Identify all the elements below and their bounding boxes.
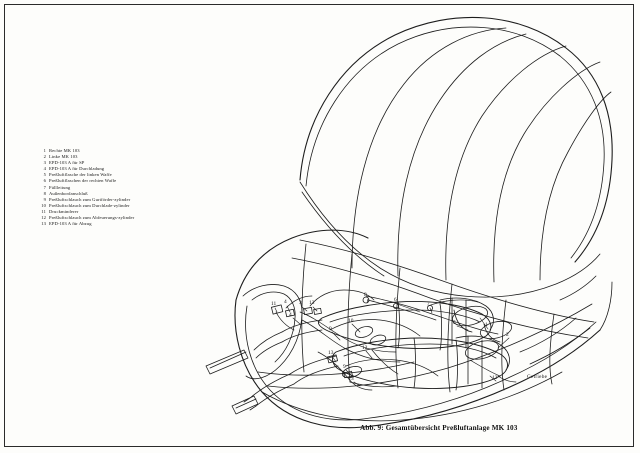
legend-label: Preßluftschlauch zum Abfeuerungs-zylinder: [49, 215, 135, 221]
legend-label: Linke MK 103: [49, 154, 78, 160]
callout-number: 11: [271, 301, 277, 307]
legend-number: 4: [43, 166, 46, 172]
legend-label: Druckminderer: [49, 208, 79, 214]
legend-number: 1: [43, 148, 46, 153]
figure-caption: Abb. 9: Gesamtübersicht Preßluftanlage MK 103: [360, 424, 518, 432]
callout-number: 1: [485, 322, 488, 328]
callout-number: 3: [351, 376, 354, 382]
getriebe-label: Getriebe: [527, 374, 548, 380]
callout-number: 13: [328, 350, 334, 356]
legend-number: 13: [41, 221, 46, 227]
legend-label: Preßluftschlauch zum Gurtförder-zylinder: [49, 196, 131, 202]
legend-number: 10: [41, 202, 46, 208]
legend-number: 12: [41, 215, 46, 221]
callout-number: 10: [348, 318, 354, 324]
legend-number: 2: [43, 154, 46, 160]
callout-number: 4: [284, 299, 287, 305]
legend-number: 9: [43, 196, 46, 202]
callout-number: 3: [299, 300, 302, 306]
callout-number: 9: [329, 326, 332, 332]
legend-label: Rechte MK 103: [49, 148, 80, 153]
callout-number: 2: [506, 332, 509, 338]
legend-label: EPD-103 A für Abzug: [49, 221, 92, 227]
callout-number: 12: [492, 375, 498, 381]
legend-number: 7: [43, 184, 46, 190]
legend-number: 11: [41, 208, 46, 214]
callout-number: 6: [394, 297, 397, 303]
callout-number: 13: [309, 300, 315, 306]
callout-number: 4: [289, 312, 292, 318]
callout-number: 9: [343, 364, 346, 370]
legend-label: Füllleitung: [49, 184, 71, 190]
legend-label: Preßluftschlauch zum Durchlade-zylinder: [49, 202, 130, 208]
legend-label: Preßluftflasche der linken Waffe: [49, 172, 112, 178]
legend-number: 6: [43, 178, 46, 184]
legend-label: Außenbordanschluß: [49, 190, 88, 196]
legend-label: EPD-103 A für Durchladung: [49, 166, 105, 172]
legend-label: Preßluftflaschen der rechten Waffe: [49, 178, 117, 184]
callout-number: 7: [427, 301, 430, 307]
legend-number: 8: [43, 190, 46, 196]
callout-number: 5: [453, 320, 456, 326]
legend-number: 5: [43, 172, 46, 178]
callout-number: 12: [362, 345, 368, 351]
callout-number: 8: [364, 292, 367, 298]
legend-label: EPD-103 A für SP: [49, 160, 85, 166]
legend-number: 3: [43, 160, 46, 166]
